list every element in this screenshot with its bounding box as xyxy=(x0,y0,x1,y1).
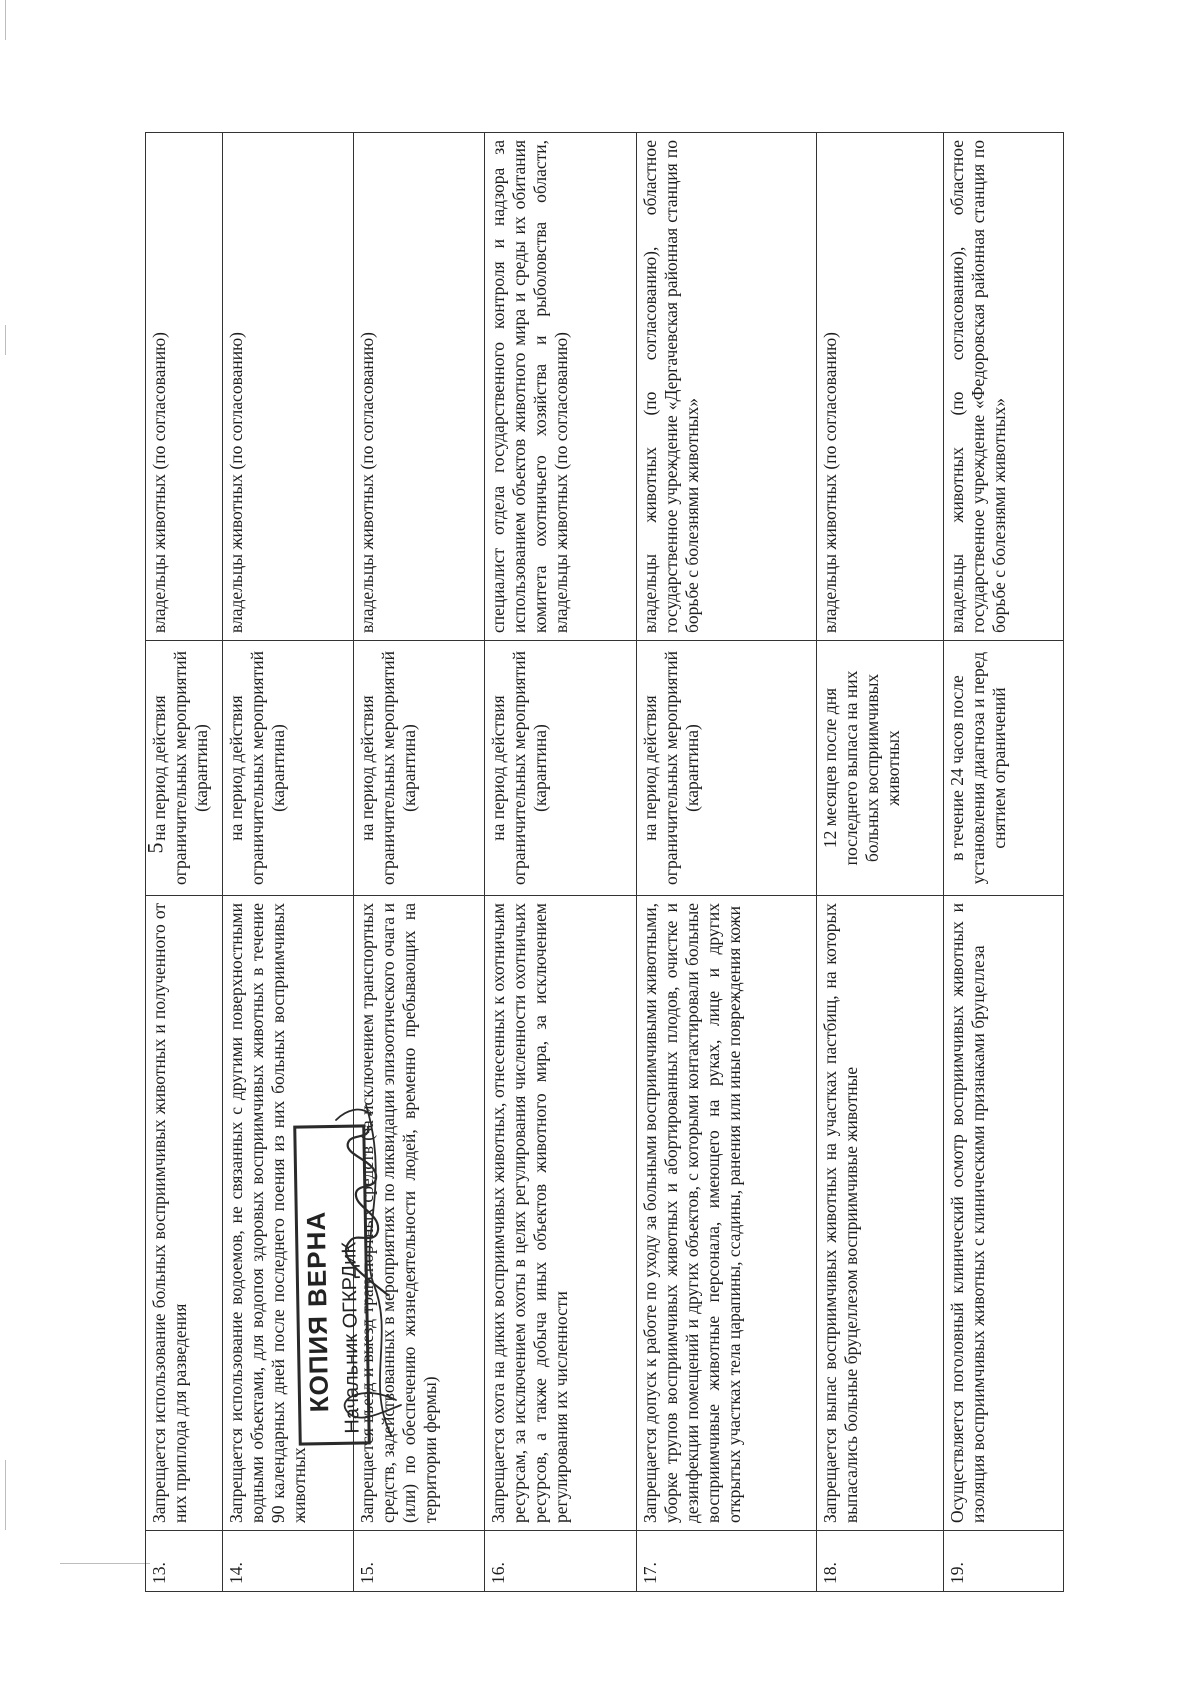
term-cell: на период действия ограничительных мероприятий (карантина) xyxy=(223,641,354,896)
term-cell: 12 месяцев после дня последнего выпаса на них больных восприимчивых животных xyxy=(817,641,944,896)
row-number: 13. xyxy=(146,1531,223,1592)
responsible-cell: владельцы животных (по согласованию), областное государственное учреждение «Дергачевская районная станция по борьбе с болезнями животных» xyxy=(637,133,817,641)
table-row xyxy=(146,133,223,1592)
table-row xyxy=(944,133,1064,1592)
measure-cell: Запрещается охота на диких восприимчивых животных, отнесенных к охотничьим ресурсам, за исключением охоты в целях регулирования численности охотничьих ресурсов, а также добыча иных объектов животного мира, за исключением регулирования их численности xyxy=(485,896,637,1531)
term-cell: в течение 24 часов после установления диагноза и перед снятием ограничений xyxy=(944,641,1064,896)
term-cell: на период действия ограничительных мероприятий (карантина) xyxy=(354,641,485,896)
row-number: 14. xyxy=(223,1531,354,1592)
copy-certified-stamp xyxy=(296,1210,616,1445)
table-row xyxy=(637,133,817,1592)
term-cell: на период действия ограничительных мероприятий (карантина) xyxy=(146,641,223,896)
responsible-cell: владельцы животных (по согласованию) xyxy=(354,133,485,641)
scan-edge-mark-bottom-line xyxy=(60,1563,150,1564)
row-number: 16. xyxy=(485,1531,637,1592)
scan-edge-mark-top xyxy=(5,0,6,40)
measure-cell: Осуществляется поголовный клинический осмотр восприимчивых животных и изоляция восприимчивых животных с клиническими признаками бруцеллеза xyxy=(944,896,1064,1531)
stamp-subtitle: Начальник ОГКРДиК xyxy=(338,1241,364,1434)
handwritten-signature xyxy=(296,1085,406,1445)
row-number: 15. xyxy=(354,1531,485,1592)
responsible-cell: владельцы животных (по согласованию) xyxy=(146,133,223,641)
scan-edge-mark-bottom xyxy=(5,1460,6,1530)
measure-cell: Запрещается въезд и выезд транспортных средств (за исключением транспортных средств, задействованных в мероприятиях по ликвидации эпизоотического очага и (или) по обеспечению жизнедеятельности людей, временно пребывающих на территории фермы) xyxy=(354,896,485,1531)
term-cell: на период действия ограничительных мероприятий (карантина) xyxy=(485,641,637,896)
term-cell: на период действия ограничительных мероприятий (карантина) xyxy=(637,641,817,896)
stamp-title: КОПИЯ ВЕРНА xyxy=(300,1210,335,1413)
measure-cell: Запрещается использование водоемов, не связанных с другими поверхностными водными объектами, для водопоя здоровых восприимчивых животных в течение 90 календарных дней после последнего поения из них больных восприимчивых животных xyxy=(223,896,354,1531)
row-number: 17. xyxy=(637,1531,817,1592)
measure-cell: Запрещается использование больных восприимчивых животных и полученного от них приплода для разведения xyxy=(146,896,223,1531)
row-number: 18. xyxy=(817,1531,944,1592)
table-row xyxy=(817,133,944,1592)
scan-edge-mark-mid xyxy=(5,325,6,355)
measure-cell: Запрещается выпас восприимчивых животных на участках пастбищ, на которых выпасались больные бруцеллезом восприимчивые животные xyxy=(817,896,944,1531)
page-number: 5 xyxy=(142,842,168,854)
responsible-cell: специалист отдела государственного контроля и надзора за использованием объектов животного мира и среды их обитания комитета охотничьего хозяйства и рыболовства области, владельцы животных (по согласованию) xyxy=(485,133,637,641)
responsible-cell: владельцы животных (по согласованию) xyxy=(223,133,354,641)
row-number: 19. xyxy=(944,1531,1064,1592)
responsible-cell: владельцы животных (по согласованию) xyxy=(817,133,944,641)
responsible-cell: владельцы животных (по согласованию), областное государственное учреждение «Федоровская районная станция по борьбе с болезнями животных» xyxy=(944,133,1064,641)
measure-cell: Запрещается допуск к работе по уходу за больными восприимчивыми животными, уборке трупов восприимчивых животных и абортированных плодов, очистке и дезинфекции помещений и других объектов, с которыми контактировали больные восприимчивые животные персонала, имеющего на руках, лице и других открытых участках тела царапины, ссадины, ранения или иные повреждения кожи xyxy=(637,896,817,1531)
